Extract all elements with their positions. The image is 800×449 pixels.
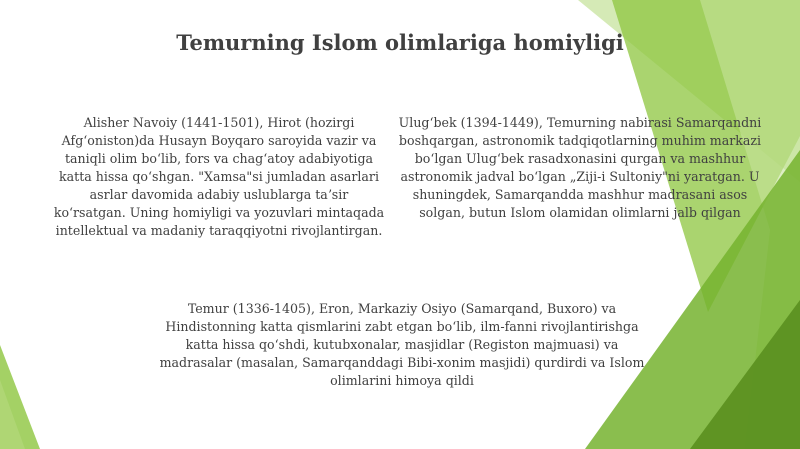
ulugbek-paragraph: Ulugʻbek (1394-1449), Temurning nabirasi Samarqandni boshqargan, astronomik tadqiqotlarning muhim markazi boʻlgan Ulugʻbek rasadxonasini qurgan va mashhur astronomik jadval boʻlgan „Ziji-i Sultoniy"ni yaratgan. U shuningdek, Samarqandda mashhur madrasani asos solgan, butun Islom olamidan olimlarni jalb qilgan	[398, 115, 762, 220]
slide-title: Temurning Islom olimlariga homiyligi	[176, 30, 624, 55]
temur-paragraph: Temur (1336-1405), Eron, Markaziy Osiyo (Samarqand, Buxoro) va Hindistonning katta qismlarini zabt etgan boʻlib, ilm-fanni rivojlantirishga katta hissa qoʻshdi, kutubxonalar, masjidlar (Registon majmuasi) va madrasalar (masalan, Samarqanddagi Bibi-xonim masjidi) qurdirdi va Islom olimlarini himoya qildi	[159, 301, 645, 388]
navoiy-paragraph: Alisher Navoiy (1441-1501), Hirot (hozirgi Afgʻoniston)da Husayn Boyqaro saroyida vazir va taniqli olim boʻlib, fors va chagʻatoy adabiyotiga katta hissa qoʻshgan. "Xamsa"si jumladan asarlari asrlar davomida adabiy uslublarga taʼsir koʻrsatgan. Uning homiyligi va yozuvlari mintaqada intellektual va madaniy taraqqiyotni rivojlantirgan.	[53, 115, 385, 238]
